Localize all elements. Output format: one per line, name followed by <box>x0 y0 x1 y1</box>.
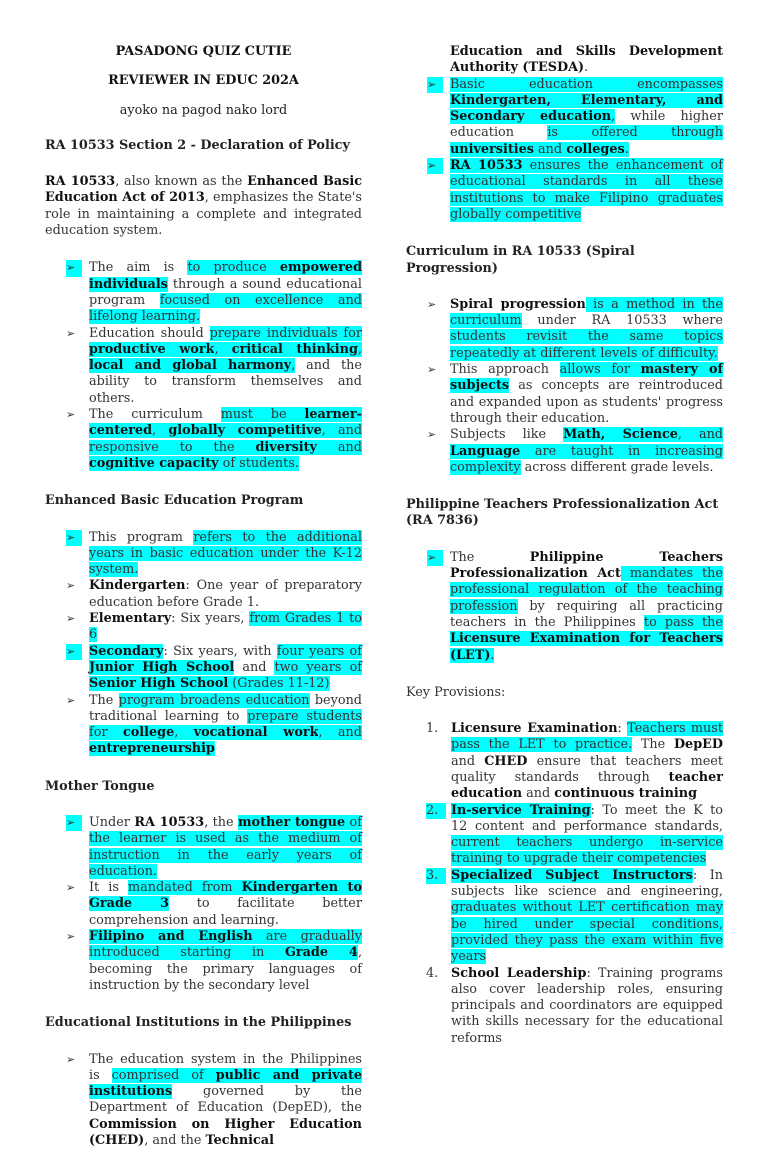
text-run: . <box>584 60 589 76</box>
highlighted-text: Math, Science <box>563 427 678 443</box>
text-run: beyond traditional learning to <box>89 692 362 724</box>
arrow-bullet-icon: ➢ <box>66 612 76 626</box>
list-item <box>427 549 724 664</box>
highlighted-text: cognitive capacity <box>89 455 219 471</box>
bullet-list <box>406 297 723 476</box>
highlighted-text: Secondary <box>89 643 164 659</box>
list-item <box>66 260 363 325</box>
highlighted-text: allows for <box>559 362 641 378</box>
text-run: by requiring all practicing teachers in the Philippines <box>450 598 723 630</box>
text-run: , emphasizes the State's role in maintaining a complete and integrated education system. <box>45 190 362 239</box>
arrow-bullet-icon: ➢ <box>427 297 437 311</box>
highlighted-text: local and global harmony <box>89 358 292 374</box>
text-run: The aim is <box>89 260 188 276</box>
highlighted-text: , and <box>318 725 362 741</box>
highlighted-text: focused on excellence and lifelong learning. <box>89 292 362 325</box>
arrow-bullet-icon: ➢ <box>66 815 82 831</box>
section-heading: Educational Institutions in the Philippines <box>45 1015 352 1031</box>
highlighted-text: Specialized Subject Instructors <box>451 867 693 883</box>
text-run: : One year of preparatory education before Grade 1. <box>89 578 362 610</box>
highlighted-text: four years of <box>276 643 362 659</box>
bold-text: Philippine Teachers Professionalization Act <box>450 549 724 582</box>
arrow-bullet-icon: ➢ <box>66 579 76 593</box>
bold-text: teacher education <box>451 769 723 802</box>
highlighted-text: , <box>174 725 194 741</box>
highlighted-text: . <box>624 141 629 157</box>
highlighted-text: and <box>317 439 362 455</box>
arrow-bullet-icon: ➢ <box>66 260 82 276</box>
arrow-bullet-icon: ➢ <box>66 408 76 422</box>
highlighted-text: (Grades 11-12) <box>228 676 330 692</box>
section-heading: RA 10533 Section 2 - Declaration of Policy <box>45 137 350 153</box>
highlighted-text: public and private institutions <box>89 1067 362 1100</box>
left-content <box>45 138 362 1149</box>
item-number: 3. <box>426 868 446 884</box>
text-run: under RA 10533 where <box>521 313 723 329</box>
doc-title-line-2: REVIEWER IN EDUC 202A <box>108 73 299 89</box>
highlighted-text: RA 10533 <box>450 158 523 174</box>
text-run: governed by the Department of Education (DepED), the <box>89 1084 362 1116</box>
text-run: The <box>450 549 530 565</box>
text-run: and <box>234 659 275 675</box>
bold-text: Enhanced Basic Education Act of 2013 <box>45 174 362 206</box>
text-run: and <box>522 786 555 802</box>
bold-text: School Leadership <box>451 965 587 981</box>
text-run: The <box>89 692 119 708</box>
section-heading: Philippine Teachers Professionalization Act (RA 7836) <box>406 497 719 529</box>
text-run: , also known as the <box>115 174 248 190</box>
highlighted-text: must be <box>220 407 305 423</box>
highlighted-text: Kindergarten, Elementary, and Secondary education <box>450 92 723 125</box>
highlighted-text: ensures the enhancement of educational standards in all these institutions to make Filipino graduates globally competitive <box>450 158 724 222</box>
highlighted-text: mastery of subjects <box>450 362 723 394</box>
list-item <box>66 929 363 994</box>
arrow-bullet-icon: ➢ <box>427 158 443 174</box>
item-number: 2. <box>426 803 446 819</box>
text-run: , the <box>204 814 239 830</box>
text-run: across different grade levels. <box>520 459 714 475</box>
highlighted-text: vocational work <box>193 725 319 741</box>
text-run: as concepts are reintroduced and expanded upon as students' progress through their education. <box>450 378 723 426</box>
arrow-bullet-icon: ➢ <box>66 1052 76 1066</box>
highlighted-text: , <box>357 341 362 357</box>
highlighted-text: globally competitive <box>168 423 322 439</box>
list-item <box>66 578 362 611</box>
highlighted-text: current teachers undergo in-service training to upgrade their competencies <box>451 835 723 867</box>
section-heading: Enhanced Basic Education Program <box>45 493 304 509</box>
list-item <box>66 692 362 758</box>
highlighted-text: students revisit the same topics repeatedly at different levels of difficulty. <box>450 329 723 361</box>
arrow-bullet-icon: ➢ <box>427 363 437 377</box>
text-run: , and the <box>144 1133 206 1149</box>
highlighted-text: colleges <box>566 141 625 157</box>
bold-text: Elementary <box>89 611 172 627</box>
text-run: This program <box>89 529 194 545</box>
text-run: ensure that teachers meet quality standards through <box>451 753 723 785</box>
highlighted-text: prepare students for <box>89 708 362 741</box>
highlighted-text: learner-centered <box>89 407 362 439</box>
doc-subtitle: ayoko na pagod nako lord <box>119 102 288 118</box>
text-run: : Six years, with <box>163 643 277 659</box>
highlighted-text: Filipino and English <box>89 929 253 945</box>
text-run: The education system in the Philippines is <box>89 1051 362 1083</box>
text-run: : Training programs also cover leadership roles, ensuring principals and coordinators are equipped with skills necessary for the educational reforms <box>451 965 723 1046</box>
highlighted-text: Language <box>450 443 521 459</box>
arrow-bullet-icon: ➢ <box>427 550 443 566</box>
list-item <box>66 1051 362 1150</box>
highlighted-text: prepare individuals for <box>209 325 362 341</box>
highlighted-text: of students. <box>218 455 299 471</box>
text-run: through a sound educational program <box>89 276 362 308</box>
highlighted-text: Licensure Examination for Teachers (LET) <box>450 631 723 663</box>
bullet-list <box>406 77 723 224</box>
numbered-list <box>406 721 723 1047</box>
text-run: and the ability to transform themselves and others. <box>89 358 362 406</box>
highlighted-text: is offered through <box>547 125 723 141</box>
list-item <box>427 427 724 476</box>
highlighted-text: of the learner is used as the medium of instruction in the early years of education. <box>89 814 362 879</box>
list-item <box>66 407 363 472</box>
highlighted-text: college <box>122 725 175 741</box>
arrow-bullet-icon: ➢ <box>66 530 82 546</box>
highlighted-text: and <box>533 141 567 157</box>
highlighted-text: from Grades 1 to 6 <box>89 611 362 643</box>
highlighted-text: Teachers must pass the LET to practice. <box>451 721 723 753</box>
highlighted-text: Grade 4 <box>284 945 358 961</box>
highlighted-text: , <box>291 358 296 374</box>
highlighted-text: , and <box>677 427 724 443</box>
highlighted-text: mandates the professional regulation of the teaching profession <box>450 566 723 614</box>
highlighted-text: to produce <box>187 260 280 276</box>
text-run: Under <box>89 814 135 830</box>
bold-text: RA 10533 <box>45 174 116 190</box>
arrow-bullet-icon: ➢ <box>66 881 76 895</box>
bold-text: Commission on Higher Education (CHED) <box>89 1116 362 1149</box>
bold-text: Spiral progression <box>450 296 586 312</box>
section-heading: Mother Tongue <box>45 778 155 794</box>
highlighted-text: diversity <box>255 439 317 455</box>
list-item <box>66 643 363 693</box>
list-item <box>427 76 723 158</box>
text-run: This approach <box>450 362 560 378</box>
highlighted-text: is a method in the curriculum <box>450 296 723 329</box>
highlighted-text: , and responsive to the <box>89 423 363 455</box>
bold-text: Licensure Examination <box>451 721 618 737</box>
text-run: : In subjects like science and engineering, <box>451 867 723 900</box>
text-run: : <box>617 721 628 737</box>
highlighted-text: refers to the additional years in basic education under the K-12 system. <box>89 529 362 578</box>
numbered-item <box>426 965 723 1047</box>
list-item <box>66 880 362 929</box>
text-run: to facilitate better comprehension and learning. <box>89 896 362 928</box>
list-item <box>66 529 362 579</box>
doc-title: PASADONG QUIZ CUTIE <box>115 44 292 59</box>
section-heading: Curriculum in RA 10533 (Spiral Progression) <box>406 244 635 276</box>
highlighted-text: universities <box>450 141 534 157</box>
list-item <box>427 158 724 223</box>
continued-text <box>406 44 723 77</box>
text-run: Subjects like <box>450 427 564 443</box>
highlighted-text: Junior High School <box>89 659 235 675</box>
item-number: 1. <box>426 721 439 737</box>
bold-text: DepED <box>673 737 723 753</box>
bold-text: Kindergarten <box>89 578 186 594</box>
bold-text: Technical <box>205 1133 274 1149</box>
arrow-bullet-icon: ➢ <box>66 644 82 660</box>
bold-text: CHED <box>484 753 528 769</box>
text-run: while higher education <box>450 109 723 141</box>
highlighted-text: , <box>152 423 169 439</box>
highlighted-text: empowered individuals <box>89 260 363 292</box>
key-provisions-label: Key Provisions: <box>406 684 506 700</box>
list-item <box>66 611 362 644</box>
list-item <box>66 814 362 880</box>
left-column <box>45 44 362 1170</box>
bold-text: Education and Skills Development Authority <box>450 44 723 76</box>
list-item <box>427 296 723 362</box>
text-run: The curriculum <box>89 407 221 423</box>
highlighted-text: , <box>611 109 616 125</box>
bullet-list <box>45 530 362 758</box>
highlighted-text: entrepreneurship <box>89 741 215 757</box>
arrow-bullet-icon: ➢ <box>66 693 76 707</box>
list-item <box>427 362 723 427</box>
arrow-bullet-icon: ➢ <box>427 428 437 442</box>
bullet-list <box>45 260 362 472</box>
text-run: : To meet the K to 12 content and performance standards, <box>451 802 724 834</box>
highlighted-text: graduates without LET certification may be hired under special conditions, provided they pass the exam within five years <box>451 900 723 965</box>
bold-text: continuous training <box>554 786 698 802</box>
item-number: 4. <box>426 965 439 981</box>
highlighted-text: Basic education encompasses <box>450 76 723 92</box>
highlighted-text: mandated from <box>128 880 242 896</box>
text-run: and <box>451 753 485 769</box>
highlighted-text: program broadens education <box>118 692 310 708</box>
highlighted-text: mother tongue <box>238 814 346 830</box>
list-item <box>66 325 362 407</box>
bold-text: RA 10533 <box>134 814 205 830</box>
text-run: , becoming the primary languages of instruction by the secondary level <box>89 945 363 993</box>
bullet-list <box>45 815 362 994</box>
arrow-bullet-icon: ➢ <box>66 326 76 340</box>
text-run: It is <box>89 880 129 896</box>
numbered-item <box>426 802 724 868</box>
text-run: Education should <box>89 325 210 341</box>
paragraph <box>45 174 362 239</box>
highlighted-text: are taught in increasing complexity <box>450 443 723 475</box>
highlighted-text: , <box>214 341 232 357</box>
highlighted-text: two years of <box>274 659 363 675</box>
highlighted-text: critical thinking <box>231 341 358 357</box>
highlighted-text: . <box>490 647 495 663</box>
highlighted-text: In-service Training <box>451 802 591 818</box>
bold-text: (TESDA) <box>517 60 585 76</box>
right-column <box>406 44 723 1047</box>
highlighted-text: Senior High School <box>89 676 229 692</box>
bullet-list <box>45 1052 362 1150</box>
text-run: : Six years, <box>171 611 250 627</box>
text-run: The <box>632 737 674 753</box>
highlighted-text: to pass the <box>643 614 723 630</box>
numbered-item <box>426 867 723 966</box>
numbered-item <box>426 721 723 802</box>
highlighted-text: are gradually introduced starting in <box>89 929 363 961</box>
right-content <box>406 44 723 1047</box>
bullet-list <box>406 550 723 664</box>
highlighted-text: productive work <box>89 341 215 357</box>
highlighted-text: comprised of <box>111 1067 216 1083</box>
arrow-bullet-icon: ➢ <box>66 930 76 944</box>
highlighted-text: Kindergarten to Grade 3 <box>89 880 362 912</box>
arrow-bullet-icon: ➢ <box>427 77 443 93</box>
